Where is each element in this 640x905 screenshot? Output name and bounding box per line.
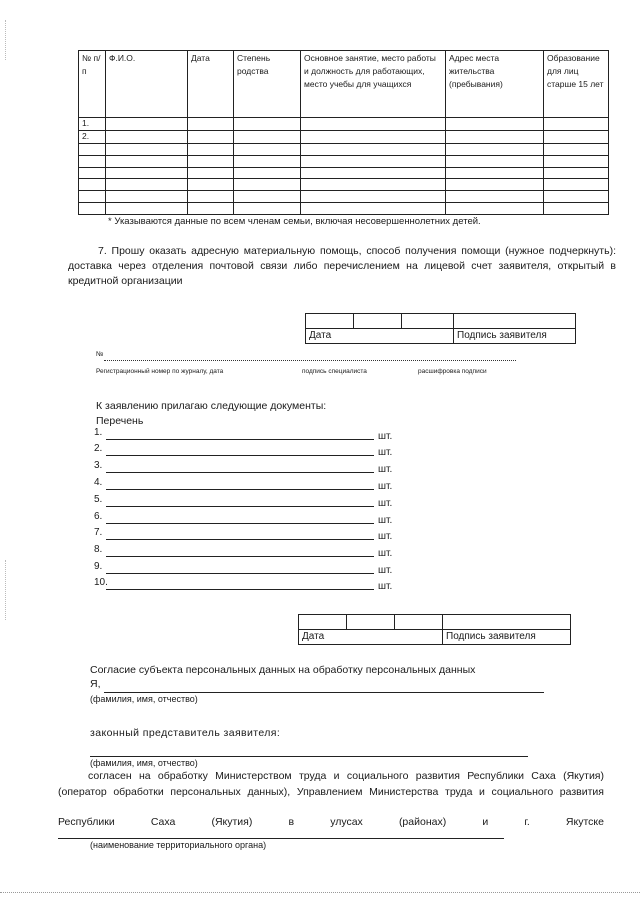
territorial-organ-field[interactable] xyxy=(58,838,504,839)
document-number: 1. xyxy=(94,427,103,438)
table-cell[interactable] xyxy=(188,203,234,215)
table-cell[interactable] xyxy=(446,155,544,167)
document-name-field[interactable] xyxy=(106,556,374,557)
section-7-text: 7. Прошу оказать адресную материальную помощь, способ получения помощи (нужное подчеркнуть): доставка через отделения почтовой связи либо перечислением на лицевой счет заявителя, открытый в кредитной организации xyxy=(68,245,616,287)
table-cell[interactable] xyxy=(446,144,544,156)
column-header: Дата xyxy=(188,51,234,118)
consent-agreement-text xyxy=(58,768,604,800)
table-row xyxy=(79,167,609,179)
registration-underline xyxy=(104,360,516,361)
consent-agreement-last-line xyxy=(58,816,604,828)
table-row xyxy=(79,179,609,191)
consent-ya: Я, xyxy=(90,678,101,690)
document-name-field[interactable] xyxy=(106,489,374,490)
table-cell[interactable] xyxy=(544,167,609,179)
agree-word: (районах) xyxy=(398,816,447,828)
document-item xyxy=(94,443,414,459)
document-name-field[interactable] xyxy=(106,506,374,507)
signature-decoding-caption: расшифровка подписи xyxy=(418,368,487,375)
table-cell[interactable] xyxy=(446,203,544,215)
table-cell[interactable] xyxy=(234,167,301,179)
agree-word: (Якутия) xyxy=(211,816,253,828)
table-cell[interactable] xyxy=(301,203,446,215)
specialist-signature-caption: подпись специалиста xyxy=(302,368,367,375)
table-cell[interactable] xyxy=(188,191,234,203)
agree-word: г. xyxy=(524,816,530,828)
signature-label: Подпись заявителя xyxy=(454,329,576,344)
document-name-field[interactable] xyxy=(106,573,374,574)
document-number: 4. xyxy=(94,477,103,488)
date-cell[interactable] xyxy=(299,615,347,630)
unit-label: шт. xyxy=(378,447,393,458)
scan-artifact xyxy=(5,20,6,60)
table-cell[interactable] xyxy=(79,203,106,215)
table-cell[interactable] xyxy=(234,131,301,144)
signature-cell[interactable] xyxy=(454,314,576,329)
agree-word: Якутске xyxy=(565,816,604,828)
date-cell[interactable] xyxy=(354,314,402,329)
document-item xyxy=(94,494,414,510)
agree-text: согласен на обработку Министерством труда и социального развития Республики Саха (Якутия) (оператор обработки персональных данных), Управлением Министерства труда и социального развития xyxy=(58,770,604,798)
document-name-field[interactable] xyxy=(106,455,374,456)
table-cell[interactable] xyxy=(106,155,188,167)
document-number: 6. xyxy=(94,511,103,522)
number-sign: № xyxy=(96,351,104,358)
table-cell[interactable] xyxy=(446,118,544,131)
table-cell[interactable] xyxy=(301,191,446,203)
unit-label: шт. xyxy=(378,498,393,509)
document-item xyxy=(94,577,414,593)
unit-label: шт. xyxy=(378,581,393,592)
consent-title: Согласие субъекта персональных данных на обработку персональных данных xyxy=(90,664,476,676)
table-cell[interactable] xyxy=(544,144,609,156)
column-header: Образование для лиц старше 15 лет xyxy=(544,51,609,118)
document-number: 10. xyxy=(94,577,108,588)
unit-label: шт. xyxy=(378,481,393,492)
agree-word: в xyxy=(288,816,295,828)
table-cell[interactable]: 1. xyxy=(79,118,106,131)
date-cell[interactable] xyxy=(347,615,395,630)
table-cell[interactable] xyxy=(446,179,544,191)
agree-word: и xyxy=(482,816,489,828)
table-row xyxy=(79,118,609,131)
table-cell[interactable] xyxy=(544,179,609,191)
column-header: Ф.И.О. xyxy=(106,51,188,118)
document-item xyxy=(94,527,414,543)
document-item xyxy=(94,460,414,476)
table-cell[interactable] xyxy=(301,118,446,131)
document-item xyxy=(94,544,414,560)
registration-line[interactable] xyxy=(96,351,516,369)
document-name-field[interactable] xyxy=(106,539,374,540)
table-cell[interactable] xyxy=(188,179,234,191)
table-cell[interactable] xyxy=(106,203,188,215)
documents-heading xyxy=(96,399,326,429)
table-cell[interactable] xyxy=(446,167,544,179)
unit-label: шт. xyxy=(378,464,393,475)
document-number: 5. xyxy=(94,494,103,505)
document-name-field[interactable] xyxy=(106,439,374,440)
fio-caption-1: (фамилия, имя, отчество) xyxy=(90,694,198,704)
column-header: Основное занятие, место работы и должность для работающих, место учебы для учащихся xyxy=(301,51,446,118)
page-bottom-edge xyxy=(0,892,640,893)
table-header-row xyxy=(79,51,609,118)
document-item xyxy=(94,477,414,493)
scan-artifact xyxy=(5,560,6,620)
registration-caption: Регистрационный номер по журналу, дата xyxy=(96,368,224,375)
territorial-organ-caption: (наименование территориального органа) xyxy=(90,840,267,850)
date-label: Дата xyxy=(299,630,443,645)
document-name-field[interactable] xyxy=(106,589,374,590)
table-cell[interactable] xyxy=(79,191,106,203)
table-cell[interactable] xyxy=(544,191,609,203)
table-cell[interactable] xyxy=(188,167,234,179)
table-cell[interactable] xyxy=(234,191,301,203)
documents-intro: К заявлению прилагаю следующие документы: xyxy=(96,400,327,412)
table-cell[interactable] xyxy=(234,118,301,131)
document-name-field[interactable] xyxy=(106,523,374,524)
table-cell[interactable] xyxy=(301,179,446,191)
table-cell[interactable] xyxy=(544,203,609,215)
date-cell[interactable] xyxy=(402,314,454,329)
table-cell[interactable] xyxy=(188,155,234,167)
table-cell[interactable] xyxy=(79,179,106,191)
signature-box-1 xyxy=(305,313,576,344)
unit-label: шт. xyxy=(378,515,393,526)
table-cell[interactable] xyxy=(106,167,188,179)
table-cell[interactable] xyxy=(106,179,188,191)
table-cell[interactable] xyxy=(234,179,301,191)
table-cell[interactable] xyxy=(301,131,446,144)
document-name-field[interactable] xyxy=(106,472,374,473)
unit-label: шт. xyxy=(378,531,393,542)
column-header: Адрес места жительства (пребывания) xyxy=(446,51,544,118)
representative-fio-field[interactable] xyxy=(90,756,528,757)
section-7-paragraph xyxy=(68,244,616,289)
document-number: 7. xyxy=(94,527,103,538)
agree-word: Республики xyxy=(58,816,115,828)
document-number: 8. xyxy=(94,544,103,555)
table-cell[interactable] xyxy=(188,131,234,144)
table-cell[interactable] xyxy=(234,144,301,156)
date-cell[interactable] xyxy=(395,615,443,630)
table-cell[interactable] xyxy=(544,155,609,167)
table-row xyxy=(79,131,609,144)
column-header: № п/п xyxy=(79,51,106,118)
table-cell[interactable] xyxy=(301,155,446,167)
table-cell[interactable] xyxy=(106,118,188,131)
signature-label: Подпись заявителя xyxy=(443,630,571,645)
agree-word: Саха xyxy=(150,816,176,828)
table-cell[interactable] xyxy=(446,191,544,203)
table-footnote: * Указываются данные по всем членам семьи, включая несовершеннолетних детей. xyxy=(108,216,481,227)
unit-label: шт. xyxy=(378,548,393,559)
table-cell[interactable] xyxy=(106,191,188,203)
table-cell[interactable] xyxy=(544,131,609,144)
table-cell[interactable] xyxy=(301,167,446,179)
document-item xyxy=(94,427,414,443)
table-cell[interactable] xyxy=(544,118,609,131)
table-cell[interactable] xyxy=(188,144,234,156)
table-cell[interactable] xyxy=(234,155,301,167)
representative-label: законный представитель заявителя: xyxy=(90,727,281,739)
table-row xyxy=(79,191,609,203)
document-number: 9. xyxy=(94,561,103,572)
table-cell[interactable] xyxy=(446,131,544,144)
table-cell[interactable] xyxy=(106,144,188,156)
date-label: Дата xyxy=(306,329,454,344)
table-cell[interactable] xyxy=(106,131,188,144)
unit-label: шт. xyxy=(378,431,393,442)
document-item xyxy=(94,561,414,577)
table-cell[interactable] xyxy=(79,167,106,179)
family-members-table xyxy=(78,50,609,215)
table-cell[interactable] xyxy=(301,144,446,156)
table-cell[interactable]: 2. xyxy=(79,131,106,144)
table-cell[interactable] xyxy=(188,118,234,131)
agree-word: улусах xyxy=(330,816,363,828)
fio-caption-2: (фамилия, имя, отчество) xyxy=(90,758,198,768)
date-cell[interactable] xyxy=(306,314,354,329)
table-row xyxy=(79,203,609,215)
applicant-fio-field[interactable] xyxy=(104,692,544,693)
table-cell[interactable] xyxy=(234,203,301,215)
table-row xyxy=(79,144,609,156)
table-cell[interactable] xyxy=(79,144,106,156)
signature-box-2 xyxy=(298,614,571,645)
document-number: 3. xyxy=(94,460,103,471)
document-item xyxy=(94,511,414,527)
column-header: Степень родства xyxy=(234,51,301,118)
signature-cell[interactable] xyxy=(443,615,571,630)
unit-label: шт. xyxy=(378,565,393,576)
document-number: 2. xyxy=(94,443,103,454)
table-row xyxy=(79,155,609,167)
documents-list-title: Перечень xyxy=(96,415,144,427)
table-cell[interactable] xyxy=(79,155,106,167)
